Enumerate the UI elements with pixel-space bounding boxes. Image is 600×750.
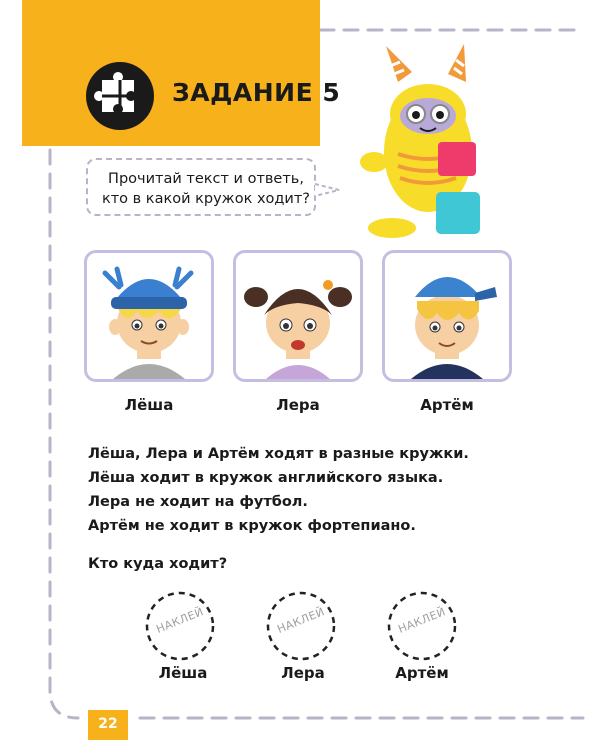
speech-bubble xyxy=(86,158,316,216)
speech-tail xyxy=(315,180,345,200)
sticker-slot-lyosha[interactable] xyxy=(142,588,218,664)
sticker-label: НАКЛЕЙ xyxy=(275,605,327,636)
girl-with-pigtails xyxy=(236,253,360,379)
story-line-1: Лёша, Лера и Артём ходят в разные кружки. xyxy=(88,446,469,462)
boy-in-beanie xyxy=(87,253,211,379)
boy-in-cap xyxy=(385,253,509,379)
portrait-card-lera xyxy=(233,250,363,382)
answer-name-lyosha: Лёша xyxy=(158,664,208,682)
mascot-toy xyxy=(356,42,506,242)
answer-name-artyom: Артём xyxy=(395,664,449,682)
question-text: Кто куда ходит? xyxy=(88,556,228,572)
sticker-label: НАКЛЕЙ xyxy=(396,605,448,636)
portrait-card-artyom xyxy=(382,250,512,382)
child-name-lyosha: Лёша xyxy=(124,396,174,414)
portrait-card-lyosha xyxy=(84,250,214,382)
puzzle-icon xyxy=(82,58,162,138)
header-block xyxy=(22,0,320,146)
page-title: ЗАДАНИЕ 5 xyxy=(172,78,341,107)
child-name-lera: Лера xyxy=(276,396,320,414)
sticker-slot-artyom[interactable] xyxy=(384,588,460,664)
child-name-artyom: Артём xyxy=(420,396,474,414)
story-line-2: Лёша ходит в кружок английского языка. xyxy=(88,470,444,486)
sticker-slot-lera[interactable] xyxy=(263,588,339,664)
instruction-text: Прочитай текст и ответь, кто в какой кружок ходит? xyxy=(101,171,311,207)
page-number-badge xyxy=(88,710,128,740)
story-line-3: Лера не ходит на футбол. xyxy=(88,494,308,510)
answer-name-lera: Лера xyxy=(281,664,325,682)
story-line-4: Артём не ходит в кружок фортепиано. xyxy=(88,518,416,534)
sticker-label: НАКЛЕЙ xyxy=(154,605,206,636)
page-number: 22 xyxy=(98,716,118,732)
